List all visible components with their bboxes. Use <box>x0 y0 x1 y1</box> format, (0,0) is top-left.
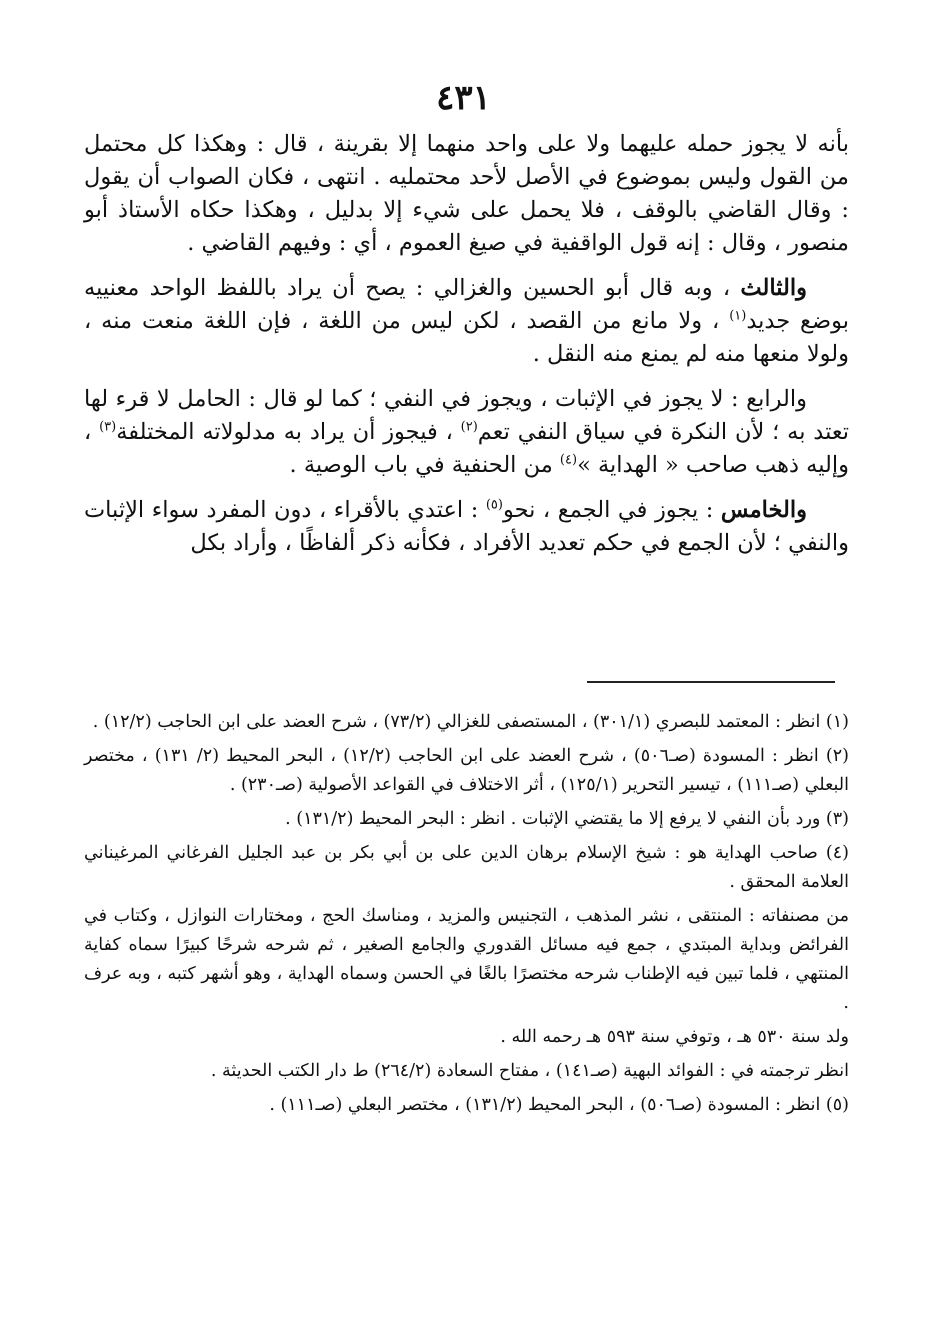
paragraph-3-text-d: من الحنفية في باب الوصية . <box>289 452 553 478</box>
paragraph-2-text-b: ، ولا مانع من القصد ، لكن ليس من اللغة ، فإن اللغة منعت منه ، ولولا منعها منه لم يمنع منه النقل . <box>84 308 849 367</box>
footnote-ref-2[interactable]: (٢) <box>460 419 478 435</box>
paragraph-4 <box>84 494 849 560</box>
footnote-3: (٣) ورد بأن النفي لا يرفع إلا ما يقتضي الإثبات . انظر : البحر المحيط (١٣١/٢) . <box>285 809 849 829</box>
paragraph-4-text-a: : يجوز في الجمع ، نحو <box>502 497 714 523</box>
paragraph-4-lead: والخامس <box>720 497 807 523</box>
footnote-4-dates: ولد سنة ٥٣٠ هـ ، وتوفي سنة ٥٩٣ هـ رحمه الله . <box>500 1027 849 1047</box>
footnotes <box>84 708 849 1125</box>
paragraph-3 <box>84 383 849 482</box>
footnote-4-refs: انظر ترجمته في : الفوائد البهية (صـ١٤١) ، مفتاح السعادة (٢٦٤/٢) ط دار الكتب الحديثة . <box>210 1061 849 1081</box>
paragraph-3-text-b: ، فيجوز أن يراد به مدلولاته المختلفة <box>116 419 453 445</box>
footnote-ref-4[interactable]: (٤) <box>559 452 578 468</box>
footnote-4-works: من مصنفاته : المنتقى ، نشر المذهب ، التجنيس والمزيد ، ومناسك الحج ، ومختارات النوازل ، وكتاب في الفرائض وبداية المبتدي ، جمع فيه مسائل القدوري والجامع الصغير ، ثم شرحه شرحًا كبيرًا سماه كفاية المنتهي ، فلما تبين فيه الإطناب شرحه مختصرًا بالغًا في الحسن وسماه الهداية ، وهو أشهر كتبه ، وبه عرف . <box>84 906 849 1013</box>
footnote-2: (٢) انظر : المسودة (صـ٥٠٦) ، شرح العضد على ابن الحاجب (١٢/٢) ، البحر المحيط (٢/ ١٣١) ، مختصر البعلي (صـ١١١) ، تيسير التحرير (١٢٥/١) ، أثر الاختلاف في القواعد الأصولية (صـ٢٣٠) . <box>84 746 849 795</box>
footnote-1: (١) انظر : المعتمد للبصري (٣٠١/١) ، المستصفى للغزالي (٧٣/٢) ، شرح العضد على ابن الحاجب (١٢/٢) . <box>92 712 849 732</box>
footnote-separator <box>587 681 835 683</box>
main-text <box>84 128 849 572</box>
footnote-ref-5[interactable]: (٥) <box>485 497 503 513</box>
paragraph-4-text-b: : اعتدي بالأقراء ، دون المفرد سواء الإثبات والنفي ؛ لأن الجمع في حكم تعديد الأفراد ، فكأنه ذكر ألفاظًا ، وأراد بكل <box>84 497 849 556</box>
paragraph-3-text-a: والرابع : لا يجوز في الإثبات ، ويجوز في النفي ؛ كما لو قال : الحامل لا قرء لها تعتد به ؛ لأن النكرة في سياق النفي تعم <box>84 386 849 445</box>
paragraph-2 <box>84 272 849 371</box>
paragraph-2-text-a: ، وبه قال أبو الحسين والغزالي : يصح أن يراد باللفظ الواحد معنييه بوضع جديد <box>84 275 849 334</box>
footnote-4: (٤) صاحب الهداية هو : شيخ الإسلام برهان الدين على بن أبي بكر بن عبد الجليل الفرغاني المرغيناني العلامة المحقق . <box>84 843 849 892</box>
footnote-5: (٥) انظر : المسودة (صـ٥٠٦) ، البحر المحيط (١٣١/٢) ، مختصر البعلي (صـ١١١) . <box>269 1095 849 1115</box>
page-number: ٤٣١ <box>436 78 491 118</box>
footnote-ref-3[interactable]: (٣) <box>99 419 117 435</box>
paragraph-2-lead: والثالث <box>740 275 807 301</box>
paragraph-1: بأنه لا يجوز حمله عليهما ولا على واحد منهما إلا بقرينة ، قال : وهكذا كل محتمل من القول وليس بموضوع في الأصل لأحد محتمليه . انتهى ، فكان الصواب أن يقول : وقال القاضي بالوقف ، فلا يحمل على شيء إلا بدليل ، وهكذا حكاه الأستاذ أبو منصور ، وقال : إنه قول الواقفية في صيغ العموم ، أي : وفيهم القاضي . <box>84 131 849 256</box>
paragraph-3-text-c: ، وإليه ذهب صاحب « الهداية » <box>84 419 849 478</box>
footnote-ref-1[interactable]: (١) <box>729 308 747 324</box>
